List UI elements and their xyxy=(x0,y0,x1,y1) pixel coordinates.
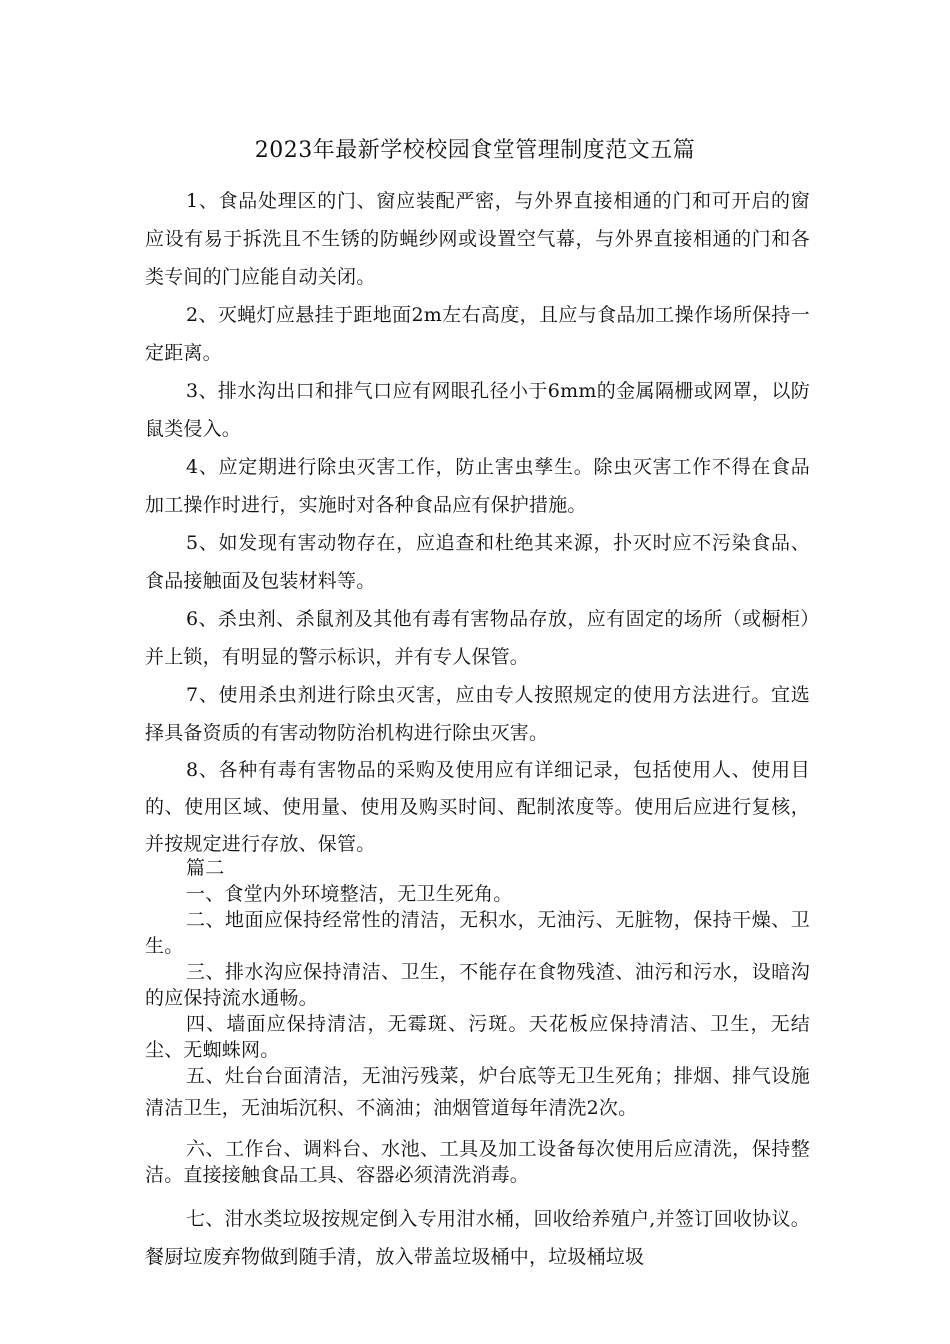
document-title: 2023年最新学校校园食堂管理制度范文五篇 xyxy=(254,138,696,163)
paragraph: 七、泔水类垃圾按规定倒入专用泔水桶，回收给养殖户,并签订回收协议。餐厨垃废弃物做到随手清，放入带盖垃圾桶中，垃圾桶垃圾 xyxy=(145,1208,810,1268)
paragraph: 二、地面应保持经常性的清洁，无积水，无油污、无脏物，保持干燥、卫生。 xyxy=(145,909,810,957)
paragraph: 四、墙面应保持清洁，无霉斑、污斑。天花板应保持清洁、卫生，无结尘、无蜘蛛网。 xyxy=(145,1013,810,1061)
paragraph: 8、各种有毒有害物品的采购及使用应有详细记录，包括使用人、使用目的、使用区域、使用量、使用及购买时间、配制浓度等。使用后应进行复核，并按规定进行存放、保管。 xyxy=(145,759,810,855)
paragraph: 六、工作台、调料台、水池、工具及加工设备每次使用后应清洗，保持整洁。直接接触食品工具、容器必须清洗消毒。 xyxy=(145,1138,810,1186)
paragraph: 3、排水沟出口和排气口应有网眼孔径小于6mm的金属隔栅或网罩，以防鼠类侵入。 xyxy=(145,380,810,440)
paragraph: 五、灶台台面清洁，无油污残菜，炉台底等无卫生死角；排烟、排气设施清洁卫生，无油垢沉积、不滴油；油烟管道每年清洗2次。 xyxy=(145,1065,810,1119)
paragraph: 一、食堂内外环境整洁，无卫生死角。 xyxy=(186,883,513,905)
paragraph: 6、杀虫剂、杀鼠剂及其他有毒有害物品存放，应有固定的场所（或橱柜）并上锁，有明显的警示标识，并有专人保管。 xyxy=(145,608,810,668)
paragraph: 7、使用杀虫剂进行除虫灭害，应由专人按照规定的使用方法进行。宜选择具备资质的有害动物防治机构进行除虫灭害。 xyxy=(145,684,810,744)
paragraph: 2、灭蝇灯应悬挂于距地面2m左右高度，且应与食品加工操作场所保持一定距离。 xyxy=(145,304,810,364)
section-heading: 篇二 xyxy=(186,857,225,879)
document-body xyxy=(145,182,810,1276)
paragraph: 1、食品处理区的门、窗应装配严密，与外界直接相通的门和可开启的窗应设有易于拆洗且不生锈的防蝇纱网或设置空气幕，与外界直接相通的门和各类专间的门应能自动关闭。 xyxy=(145,190,810,288)
paragraph: 5、如发现有害动物存在，应追查和杜绝其来源，扑灭时应不污染食品、食品接触面及包装材料等。 xyxy=(145,532,810,592)
paragraph: 4、应定期进行除虫灭害工作，防止害虫孳生。除虫灭害工作不得在食品加工操作时进行，实施时对各种食品应有保护措施。 xyxy=(145,456,810,516)
paragraph: 三、排水沟应保持清洁、卫生，不能存在食物残渣、油污和污水，设暗沟的应保持流水通畅。 xyxy=(145,961,810,1009)
